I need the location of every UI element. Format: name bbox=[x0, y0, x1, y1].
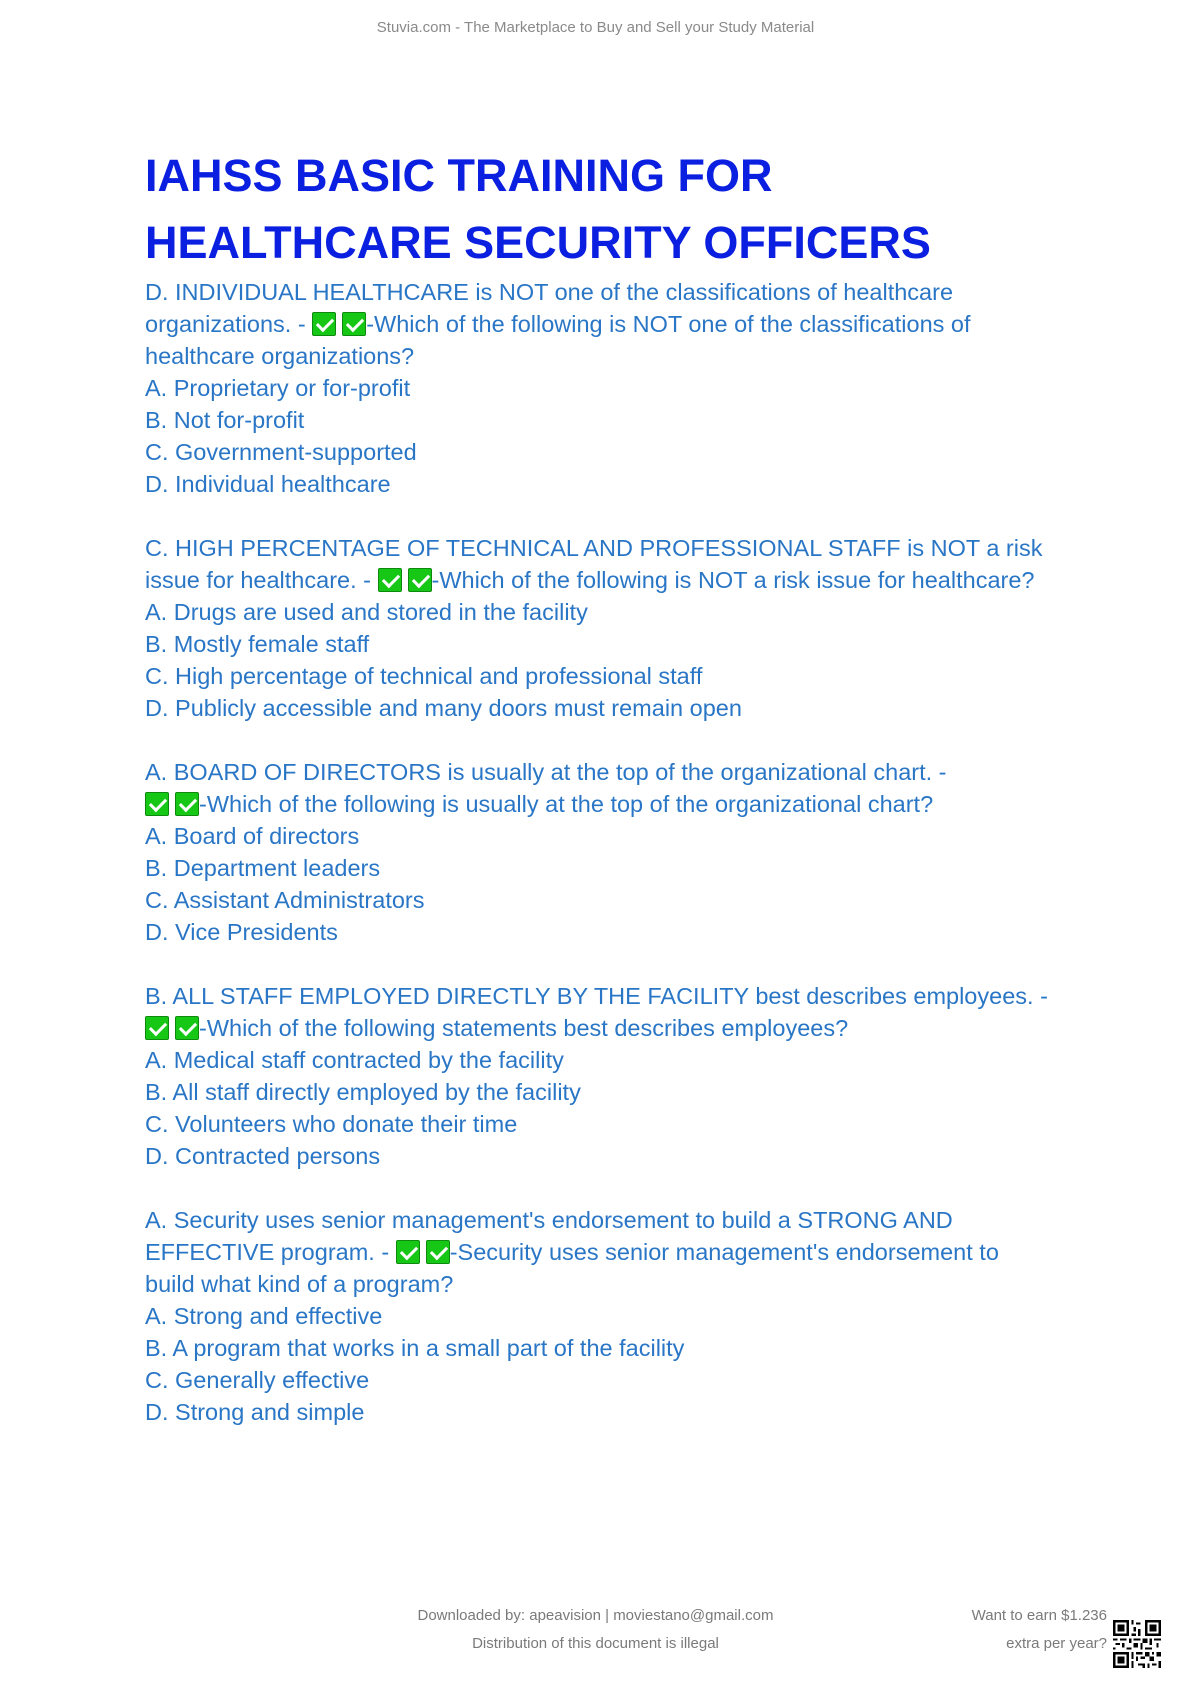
downloaded-by: Downloaded by: apeavision | moviestano@gmail.com bbox=[417, 1607, 774, 1624]
question-text: -Which of the following is NOT one of the classifications of bbox=[366, 311, 971, 337]
line-text: B. ALL STAFF EMPLOYED DIRECTLY BY THE FACILITY best describes employees. - bbox=[145, 983, 1048, 1009]
question-line bbox=[145, 1236, 1105, 1268]
line-text: A. Board of directors bbox=[145, 823, 360, 849]
question-text: -Which of the following statements best describes employees? bbox=[199, 1015, 849, 1041]
line-text: A. BOARD OF DIRECTORS is usually at the top of the organizational chart. - bbox=[145, 759, 947, 785]
checkmark-icon bbox=[175, 1016, 199, 1040]
line-text: healthcare organizations? bbox=[145, 343, 415, 369]
line-text: A. Medical staff contracted by the facility bbox=[145, 1047, 564, 1073]
line-text: B. Mostly female staff bbox=[145, 631, 370, 657]
line-text: B. Department leaders bbox=[145, 855, 381, 881]
question-line bbox=[145, 820, 1105, 852]
title-line-1: IAHSS BASIC TRAINING FOR bbox=[145, 150, 773, 201]
line-text: C. Volunteers who donate their time bbox=[145, 1111, 518, 1137]
question-line bbox=[145, 564, 1105, 596]
question-line bbox=[145, 916, 1105, 948]
question-line bbox=[145, 660, 1105, 692]
question-text: -Security uses senior management's endorsement to bbox=[449, 1239, 999, 1265]
question-line bbox=[145, 980, 1105, 1012]
question-line bbox=[145, 596, 1105, 628]
question-line bbox=[145, 1396, 1105, 1428]
checkmark-icon bbox=[396, 1240, 420, 1264]
line-text: C. Generally effective bbox=[145, 1367, 370, 1393]
question-line bbox=[145, 1268, 1105, 1300]
question-line bbox=[145, 532, 1105, 564]
question-line bbox=[145, 1012, 1105, 1044]
line-text: D. Contracted persons bbox=[145, 1143, 381, 1169]
checkmark-icon bbox=[426, 1240, 450, 1264]
question-line bbox=[145, 1204, 1105, 1236]
line-text: C. Government-supported bbox=[145, 439, 417, 465]
checkmark-icon bbox=[175, 792, 199, 816]
line-text: A. Strong and effective bbox=[145, 1303, 383, 1329]
line-text: D. Strong and simple bbox=[145, 1399, 365, 1425]
line-text: issue for healthcare. - bbox=[145, 567, 378, 593]
document-title bbox=[145, 142, 1105, 276]
checkmark-icon bbox=[145, 792, 169, 816]
question-block bbox=[145, 1204, 1105, 1428]
question-line bbox=[145, 276, 1105, 308]
line-text: A. Proprietary or for-profit bbox=[145, 375, 411, 401]
line-text: C. High percentage of technical and professional staff bbox=[145, 663, 703, 689]
checkmark-icon bbox=[342, 312, 366, 336]
question-line bbox=[145, 1140, 1105, 1172]
question-block bbox=[145, 276, 1105, 500]
line-text: organizations. - bbox=[145, 311, 313, 337]
qr-code-icon[interactable] bbox=[1113, 1620, 1161, 1668]
line-text: B. All staff directly employed by the facility bbox=[145, 1079, 581, 1105]
distribution-notice: Distribution of this document is illegal bbox=[472, 1635, 719, 1652]
title-line-2: HEALTHCARE SECURITY OFFICERS bbox=[145, 217, 931, 268]
line-text: D. Individual healthcare bbox=[145, 471, 391, 497]
question-text: -Which of the following is usually at the top of the organizational chart? bbox=[199, 791, 934, 817]
question-line bbox=[145, 692, 1105, 724]
question-line bbox=[145, 1364, 1105, 1396]
question-line bbox=[145, 788, 1105, 820]
question-line bbox=[145, 884, 1105, 916]
question-line bbox=[145, 628, 1105, 660]
checkmark-icon bbox=[145, 1016, 169, 1040]
question-text: -Which of the following is NOT a risk issue for healthcare? bbox=[431, 567, 1035, 593]
question-line bbox=[145, 468, 1105, 500]
page-header: Stuvia.com - The Marketplace to Buy and Sell your Study Material bbox=[376, 19, 815, 36]
question-line bbox=[145, 1044, 1105, 1076]
question-line bbox=[145, 1332, 1105, 1364]
question-line bbox=[145, 852, 1105, 884]
line-text: D. Vice Presidents bbox=[145, 919, 338, 945]
line-text: C. Assistant Administrators bbox=[145, 887, 425, 913]
line-text: B. Not for-profit bbox=[145, 407, 305, 433]
question-line bbox=[145, 404, 1105, 436]
question-block bbox=[145, 532, 1105, 724]
question-line bbox=[145, 1300, 1105, 1332]
question-list bbox=[145, 276, 1105, 1460]
checkmark-icon bbox=[408, 568, 432, 592]
question-line bbox=[145, 1108, 1105, 1140]
line-text: A. Drugs are used and stored in the facility bbox=[145, 599, 588, 625]
earn-line-2[interactable]: extra per year? bbox=[1006, 1635, 1107, 1652]
question-line bbox=[145, 436, 1105, 468]
line-text: A. Security uses senior management's endorsement to build a STRONG AND bbox=[145, 1207, 953, 1233]
earn-line-1[interactable]: Want to earn $1.236 bbox=[971, 1607, 1107, 1624]
line-text: B. A program that works in a small part of the facility bbox=[145, 1335, 685, 1361]
question-line bbox=[145, 1076, 1105, 1108]
question-block bbox=[145, 980, 1105, 1172]
line-text: build what kind of a program? bbox=[145, 1271, 454, 1297]
question-line bbox=[145, 340, 1105, 372]
line-text: D. INDIVIDUAL HEALTHCARE is NOT one of the classifications of healthcare bbox=[145, 279, 954, 305]
question-line bbox=[145, 308, 1105, 340]
checkmark-icon bbox=[312, 312, 336, 336]
question-line bbox=[145, 756, 1105, 788]
line-text: D. Publicly accessible and many doors must remain open bbox=[145, 695, 742, 721]
question-line bbox=[145, 372, 1105, 404]
question-block bbox=[145, 756, 1105, 948]
line-text: EFFECTIVE program. - bbox=[145, 1239, 396, 1265]
line-text: C. HIGH PERCENTAGE OF TECHNICAL AND PROFESSIONAL STAFF is NOT a risk bbox=[145, 535, 1043, 561]
checkmark-icon bbox=[378, 568, 402, 592]
